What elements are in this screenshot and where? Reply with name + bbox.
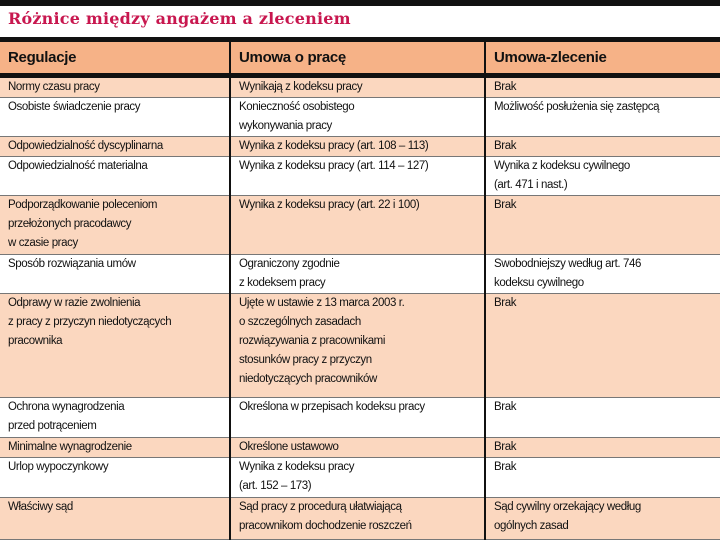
cell-employment-contract: Określone ustawowo bbox=[230, 438, 485, 458]
cell-regulation: Sposób rozwiązania umów bbox=[0, 255, 230, 294]
page-title: Różnice między angażem a zleceniem bbox=[8, 9, 351, 28]
header-row bbox=[0, 42, 720, 76]
cell-regulation: Odprawy w razie zwolnienia z pracy z przyczyn niedotyczących pracownika bbox=[0, 294, 230, 398]
cell-regulation: Normy czasu pracy bbox=[0, 76, 230, 98]
table-row bbox=[0, 196, 720, 255]
header-regulacje: Regulacje bbox=[0, 42, 230, 76]
cell-regulation: Odpowiedzialność materialna bbox=[0, 157, 230, 196]
cell-employment-contract: Ograniczony zgodnie z kodeksem pracy bbox=[230, 255, 485, 294]
cell-employment-contract: Sąd pracy z procedurą ułatwiającą pracownikom dochodzenie roszczeń bbox=[230, 498, 485, 540]
table-row bbox=[0, 294, 720, 398]
cell-employment-contract: Wynika z kodeksu pracy (art. 108 – 113) bbox=[230, 137, 485, 157]
header-umowa-zlecenie: Umowa-zlecenie bbox=[485, 42, 720, 76]
cell-employment-contract: Wynika z kodeksu pracy (art. 114 – 127) bbox=[230, 157, 485, 196]
cell-regulation: Minimalne wynagrodzenie bbox=[0, 438, 230, 458]
cell-mandate-contract: Brak bbox=[485, 398, 720, 438]
cell-regulation: Ochrona wynagrodzenia przed potrąceniem bbox=[0, 398, 230, 438]
table-row bbox=[0, 255, 720, 294]
cell-mandate-contract: Brak bbox=[485, 438, 720, 458]
comparison-table bbox=[0, 42, 720, 540]
cell-mandate-contract: Swobodniejszy według art. 746 kodeksu cywilnego bbox=[485, 255, 720, 294]
cell-employment-contract: Ujęte w ustawie z 13 marca 2003 r. o szczególnych zasadach rozwiązywania z pracownikami stosunków pracy z przyczyn niedotyczących pracowników bbox=[230, 294, 485, 398]
cell-mandate-contract: Brak bbox=[485, 294, 720, 398]
cell-mandate-contract: Możliwość posłużenia się zastępcą bbox=[485, 98, 720, 137]
cell-employment-contract: Wynika z kodeksu pracy (art. 152 – 173) bbox=[230, 458, 485, 498]
table-row bbox=[0, 458, 720, 498]
cell-employment-contract: Określona w przepisach kodeksu pracy bbox=[230, 398, 485, 438]
table-row bbox=[0, 137, 720, 157]
header-umowa-o-prace: Umowa o pracę bbox=[230, 42, 485, 76]
cell-regulation: Osobiste świadczenie pracy bbox=[0, 98, 230, 137]
cell-employment-contract: Wynika z kodeksu pracy (art. 22 i 100) bbox=[230, 196, 485, 255]
cell-employment-contract: Konieczność osobistego wykonywania pracy bbox=[230, 98, 485, 137]
table-row bbox=[0, 157, 720, 196]
cell-regulation: Właściwy sąd bbox=[0, 498, 230, 540]
table-row bbox=[0, 98, 720, 137]
cell-mandate-contract: Brak bbox=[485, 458, 720, 498]
cell-mandate-contract: Wynika z kodeksu cywilnego (art. 471 i nast.) bbox=[485, 157, 720, 196]
cell-employment-contract: Wynikają z kodeksu pracy bbox=[230, 76, 485, 98]
cell-regulation: Podporządkowanie poleceniom przełożonych pracodawcy w czasie pracy bbox=[0, 196, 230, 255]
table-row bbox=[0, 438, 720, 458]
cell-mandate-contract: Brak bbox=[485, 76, 720, 98]
table-row bbox=[0, 398, 720, 438]
cell-mandate-contract: Brak bbox=[485, 137, 720, 157]
cell-mandate-contract: Sąd cywilny orzekający według ogólnych zasad bbox=[485, 498, 720, 540]
table-row bbox=[0, 498, 720, 540]
cell-regulation: Urlop wypoczynkowy bbox=[0, 458, 230, 498]
cell-mandate-contract: Brak bbox=[485, 196, 720, 255]
top-bar bbox=[0, 0, 720, 6]
table-row bbox=[0, 76, 720, 98]
cell-regulation: Odpowiedzialność dyscyplinarna bbox=[0, 137, 230, 157]
